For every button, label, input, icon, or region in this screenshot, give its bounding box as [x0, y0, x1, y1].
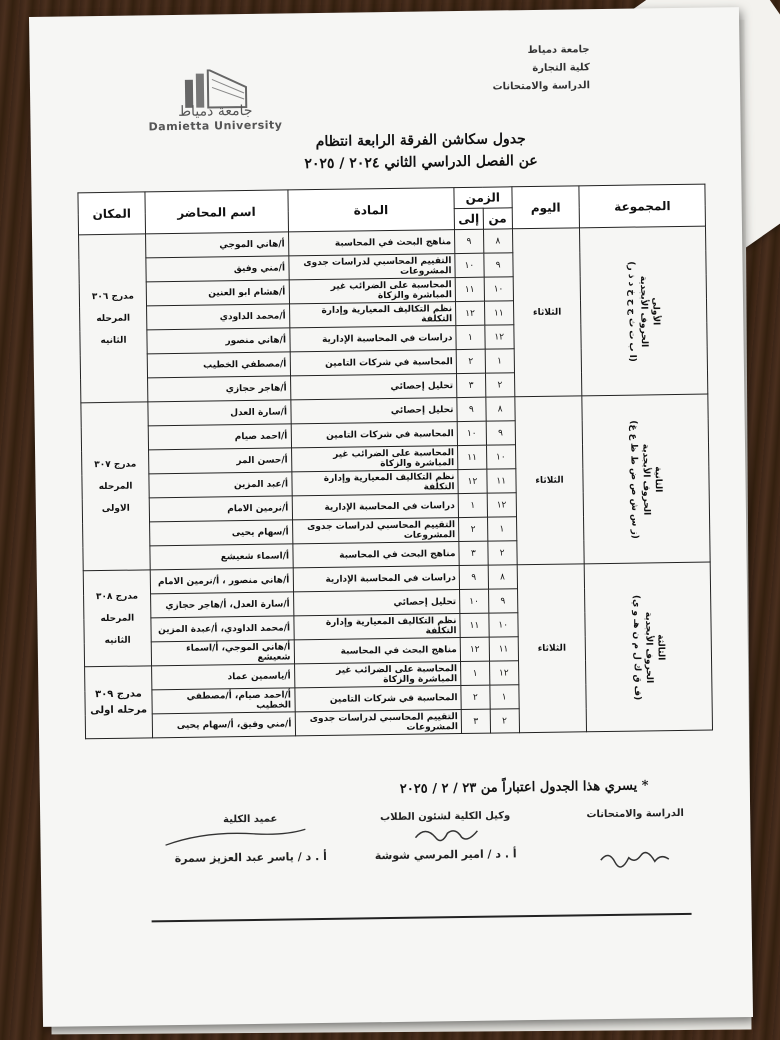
subject-cell: المحاسبة على الضرائب غير المباشرة والزكاة — [291, 446, 458, 472]
subject-cell: دراسات في المحاسبة الإدارية — [293, 566, 460, 592]
header-place: المكان — [78, 192, 146, 235]
footer-rule — [152, 913, 692, 923]
subject-cell: نظم التكاليف المعيارية وإدارة التكلفة — [291, 470, 458, 496]
subject-cell: دراسات في المحاسبة الإدارية — [289, 326, 456, 352]
place-cell: مدرج ٣٠٧ المرحله الاولى — [81, 402, 150, 571]
time-to-cell: ٢ — [461, 685, 490, 709]
group-letters-text: (ف ق ك ل م ن هـ و ي) — [630, 594, 643, 700]
time-to-cell: ٩ — [459, 565, 488, 589]
time-from-cell: ١٢ — [489, 661, 518, 685]
header-subject: المادة — [287, 188, 454, 232]
time-from-cell: ١١ — [489, 637, 518, 661]
time-to-cell: ١ — [456, 325, 485, 349]
schedule-document — [29, 7, 753, 1027]
day-cell: الثلاثاء — [514, 396, 584, 565]
group-label-block — [630, 594, 667, 700]
group-sub-text: الحروف الأبجدية — [638, 275, 650, 347]
signature-role: عميد الكلية — [223, 813, 278, 826]
day-cell: الثلاثاء — [512, 228, 582, 397]
subject-cell: تحليل إحصائي — [290, 398, 457, 424]
department-name: الدراسة والامتحانات — [492, 80, 591, 93]
university-logo — [140, 68, 291, 140]
signature-role: وكيل الكلية لشئون الطلاب — [380, 810, 511, 824]
lecturer-cell: أ/هاجر حجازي — [147, 376, 290, 402]
time-to-cell: ١٠ — [459, 589, 488, 613]
subject-cell: المحاسبة على الضرائب غير المباشرة والزكاة — [289, 278, 456, 304]
group-label-block — [625, 260, 662, 361]
time-from-cell: ٨ — [488, 565, 517, 589]
subject-cell: نظم التكاليف المعيارية وإدارة التكلفة — [289, 302, 456, 328]
lecturer-cell: أ/ياسمين عماد — [152, 664, 295, 690]
subject-cell: مناهج البحث في المحاسبة — [288, 230, 455, 256]
subject-cell: التقييم المحاسبي لدراسات جدوى المشروعات — [288, 254, 455, 280]
lecturer-cell: أ/محمد الداودي، أ/عبدة المزين — [151, 616, 294, 642]
logo-english-name: Damietta University — [148, 118, 283, 134]
subject-cell: مناهج البحث في المحاسبة — [292, 542, 459, 568]
header-time: الزمن — [454, 187, 512, 209]
day-cell: الثلاثاء — [517, 564, 587, 733]
lecturer-cell: أ/عبد المزين — [149, 472, 292, 498]
university-info — [492, 41, 590, 96]
time-from-cell: ٢ — [488, 541, 517, 565]
time-to-cell: ١٢ — [458, 469, 487, 493]
lecturer-cell: أ/مصطفي الخطيب — [147, 352, 290, 378]
time-to-cell: ٢ — [456, 349, 485, 373]
subject-cell: التقييم المحاسبي لدراسات جدوى المشروعات — [295, 710, 462, 736]
signature-dean — [150, 813, 351, 866]
signature-name: أ . د / ياسر عبد العزيز سمرة — [174, 849, 327, 866]
time-from-cell: ٨ — [486, 397, 515, 421]
time-to-cell: ١١ — [455, 277, 484, 301]
time-to-cell: ٣ — [459, 541, 488, 565]
group-cell — [585, 562, 713, 732]
lecturer-cell: أ/هاني الموجي — [145, 232, 288, 258]
time-to-cell: ١١ — [460, 613, 489, 637]
group-sub-text: الحروف الأبجدية — [643, 611, 655, 683]
handwritten-signature — [405, 825, 485, 846]
faculty-name: كلية التجارة — [532, 62, 590, 74]
lecturer-cell: أ/اسماء شعيشع — [150, 544, 293, 570]
signature-role: الدراسة والامتحانات — [586, 807, 684, 821]
group-cell — [582, 394, 710, 564]
lecturer-cell: أ/هاني منصور ، أ/نرمين الامام — [150, 568, 293, 594]
time-to-cell: ١٠ — [455, 253, 484, 277]
group-sub-text: الحروف الأبجدية — [640, 443, 652, 515]
subject-cell: المحاسبة في شركات التامين — [291, 422, 458, 448]
time-from-cell: ٩ — [484, 253, 513, 277]
time-from-cell: ١٢ — [487, 493, 516, 517]
time-to-cell: ٩ — [454, 229, 483, 253]
header-day: اليوم — [511, 186, 580, 229]
time-from-cell: ١ — [490, 685, 519, 709]
lecturer-cell: أ/سارة العدل، أ/هاجر حجازي — [151, 592, 294, 618]
time-to-cell: ١١ — [457, 445, 486, 469]
lecturer-cell: أ/مني وفيق، أ/سهام يحيى — [152, 712, 295, 738]
time-to-cell: ٣ — [461, 709, 490, 733]
header-lecturer: اسم المحاضر — [145, 190, 288, 234]
time-from-cell: ٢ — [490, 709, 519, 733]
lecturer-cell: أ/احمد صيام — [148, 424, 291, 450]
subject-cell: مناهج البحث في المحاسبة — [294, 638, 461, 664]
university-name: جامعة دمياط — [527, 44, 590, 57]
time-from-cell: ٩ — [488, 589, 517, 613]
lecturer-cell: أ/حسن المر — [148, 448, 291, 474]
title-line-1: جدول سكاشن الفرقة الرابعة انتظام — [315, 131, 526, 151]
time-from-cell: ١٢ — [485, 325, 514, 349]
time-from-cell: ١٠ — [484, 277, 513, 301]
time-from-cell: ٩ — [486, 421, 515, 445]
time-from-cell: ٢ — [485, 373, 514, 397]
lecturer-cell: أ/مني وفيق — [146, 256, 289, 282]
subject-cell: المحاسبة في شركات التامين — [290, 350, 457, 376]
time-to-cell: ١٢ — [455, 301, 484, 325]
subject-cell: تحليل إحصائي — [290, 374, 457, 400]
group-letters-text: (ز س ش ص ض ط ظ ع غ) — [628, 419, 641, 539]
group-label-text: الثالثة — [655, 633, 666, 660]
time-to-cell: ٣ — [456, 373, 485, 397]
group-letters-text: (ا ب ت ث ج ح خ د ذ ر) — [626, 260, 638, 362]
lecturer-cell: أ/نرمين الامام — [149, 496, 292, 522]
place-cell: مدرج ٣٠٦ المرحله الثانيه — [79, 234, 148, 403]
time-from-cell: ١٠ — [489, 613, 518, 637]
time-from-cell: ١٠ — [486, 445, 515, 469]
group-label-text: الثانية — [653, 465, 664, 492]
place-cell: مدرج ٣٠٨ المرحله الثانيه — [83, 570, 151, 667]
signature-name: أ . د / امير المرسي شوشة — [374, 847, 517, 863]
time-to-cell: ٢ — [458, 517, 487, 541]
validity-note: * يسري هذا الجدول اعتباراً من ٢٣ / ٢ / ٢٠٢٥ — [399, 778, 649, 797]
lecturer-cell: أ/هاني الموجي، أ/اسماء شعيشع — [151, 640, 294, 666]
time-to-cell: ١ — [458, 493, 487, 517]
time-to-cell: ٩ — [457, 397, 486, 421]
group-cell — [580, 226, 708, 396]
time-to-cell: ١٢ — [460, 637, 489, 661]
lecturer-cell: أ/هشام ابو العنين — [146, 280, 289, 306]
lecturer-cell: أ/احمد صيام، أ/مصطفي الخطيب — [152, 688, 295, 714]
handwritten-signature — [596, 845, 676, 870]
time-to-cell: ١٠ — [457, 421, 486, 445]
lecturer-cell: أ/هاني منصور — [147, 328, 290, 354]
subject-cell: دراسات في المحاسبة الإدارية — [292, 494, 459, 520]
document-title — [271, 127, 572, 175]
lecturer-cell: أ/محمد الداودي — [146, 304, 289, 330]
signature-exams — [560, 808, 711, 874]
subject-cell: التقييم المحاسبي لدراسات جدوى المشروعات — [292, 518, 459, 544]
schedule-table — [77, 184, 713, 740]
subject-cell: المحاسبة على الضرائب غير المباشرة والزكاة — [294, 662, 461, 688]
header-to: إلى — [454, 208, 483, 229]
group-label-block — [627, 419, 665, 538]
handwritten-signature — [160, 827, 310, 849]
time-from-cell: ١١ — [484, 301, 513, 325]
signature-vice-dean — [360, 810, 531, 862]
lecturer-cell: أ/سارة العدل — [148, 400, 291, 426]
title-line-2: عن الفصل الدراسي الثاني ٢٠٢٤ / ٢٠٢٥ — [304, 152, 538, 173]
subject-cell: المحاسبة في شركات التامين — [294, 686, 461, 712]
time-from-cell: ٨ — [483, 229, 512, 253]
time-from-cell: ١١ — [487, 469, 516, 493]
header-group: المجموعة — [579, 184, 705, 228]
time-from-cell: ١ — [487, 517, 516, 541]
time-to-cell: ١ — [460, 661, 489, 685]
group-label-text: الأولى — [650, 296, 662, 325]
time-from-cell: ١ — [485, 349, 514, 373]
lecturer-cell: أ/سهام يحيى — [149, 520, 292, 546]
logo-arabic-name: جامعة دمياط — [178, 102, 253, 120]
place-cell: مدرج ٣٠٩ مرحله اولى — [85, 666, 153, 739]
subject-cell: تحليل إحصائي — [293, 590, 460, 616]
subject-cell: نظم التكاليف المعيارية وإدارة التكلفة — [293, 614, 460, 640]
header-from: من — [483, 208, 512, 229]
